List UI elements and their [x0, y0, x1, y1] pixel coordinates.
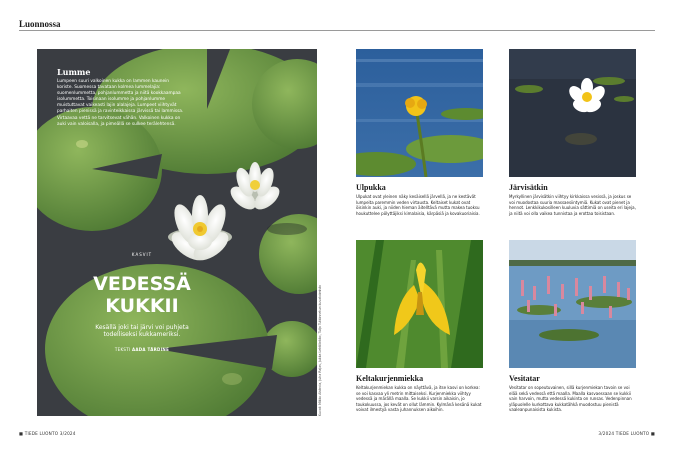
photo-credit: Kuvat: Mikko Aistrola, Juha Rajas, Jukka Lehtilinkko, Tuija Tutkinnetun kuvatoimisto [318, 284, 322, 416]
ulpukka-photo [356, 49, 483, 177]
credit-name: AADA TÄRDINE [132, 347, 170, 352]
hero-subtitle-line2: todelliseksi kukkameriksi. [103, 331, 181, 339]
footer-right: 3/2024 TIEDE LUONTO ■ [598, 431, 655, 436]
keltakurjenmiekka-title: Keltakurjenmiekka [356, 374, 424, 383]
jarvisatkin-title: Järvisätkin [509, 183, 548, 192]
kicker: KASVIT [131, 252, 153, 257]
hero-subtitle [37, 324, 247, 338]
lumme-text: Lumpeen suuri valkoinen kukka on lammen kaunein koriste. Suomessa tavataan kolmea lummelajia: suomenlummetta, pohjanlummetta ja niitä kookkaampaa isolummetta. Toisinaan isolumme ja pohjanlumme muistuttavat vaikeasti lajin alalajeja. Lumpeet viihtyvät parhaiten pienissä ja ravinteikkaissa järvissä tai lammissa. Virtaavaa vettä ne tarvitsevat vähän. Valkoinen kukka on auki vain valoisalla, ja pimeällä se sulkee terälehtensä. [57, 79, 184, 127]
lumme-title: Lumme [57, 67, 91, 77]
section-title: Luonnossa [19, 19, 61, 29]
vesitatar-photo [509, 240, 636, 368]
footer-left: ■ TIEDE LUONTO 3/2024 [19, 431, 76, 436]
hero-image [37, 49, 317, 416]
article-vesitatar [509, 240, 636, 413]
vesitatar-title: Vesitatar [509, 374, 540, 383]
ulpukka-title: Ulpukka [356, 183, 386, 192]
keltakurjenmiekka-text: Keltakurjenmiekan kukka on näyttävä, ja itse kasvi on korkea: se voi kasvaa yli metrin mittaiseksi. Kurjenmiekka viihtyy vedessä ja märällä maalla. Se kukkii varsin aikaisin, jo toukokuussa, jos kevät on ollut lämmin. Kylmänä kesänä kukat voivat ilmestyä vasta juhannuksen aikoihin. [356, 385, 482, 413]
lumme-info-box [57, 67, 185, 128]
keltakurjenmiekka-photo [356, 240, 483, 368]
hero-title-line2: KUKKII [105, 295, 179, 317]
jarvisatkin-photo [509, 49, 636, 177]
article-jarvisatkin [509, 49, 636, 216]
author-credit [37, 347, 247, 352]
hero-title [37, 273, 247, 317]
ulpukka-text: Ulpukat ovat yleinen näky kesäisellä järvellä, ja ne kestävät lumpeita paremmin veden virtausta. Keltaiset kukat ovat öisinkin auki, ja niiden hieman äitelltävä mutta makea tuoksu houkuttelee pölyttäjiksi kimalaisia, kärpäsiä ja kovakuoriaisia. [356, 194, 480, 216]
header-divider [19, 30, 655, 31]
hero-subtitle-line1: Kesällä joki tai järvi voi puhjeta [95, 324, 189, 331]
credit-label: TEKSTI [114, 347, 131, 352]
hero-title-line1: VEDESSÄ [93, 273, 191, 295]
vesitatar-text: Vesitatar on sopeutuvainen, sillä kurjenmiekan tavoin se voi elää sekä vedessä että maalla. Maalla kasvaessaan se kukkii vain harvoin, mutta vedessä kukinta on runsas. Vedenpinnan yläpuolelle kurkottava kukkatähkä muodostuu pienistä vaaleanpunaisista kukista. [509, 385, 632, 413]
jarvisatkin-text: Myrkyllinen järvisätkin viihtyy kirkkaissa vesissä, ja joskus se voi muodostaa suuria massaesiintymiä. Kukat ovat pienet ja hennot. Lenkkikukosilleen kuuluvia sättimiä on useita eri lajeja, ja niitä voi olla vaikea tunnistaa ja erottaa toisistaan. [509, 194, 636, 216]
article-ulpukka [356, 49, 483, 216]
article-keltakurjenmiekka [356, 240, 483, 413]
